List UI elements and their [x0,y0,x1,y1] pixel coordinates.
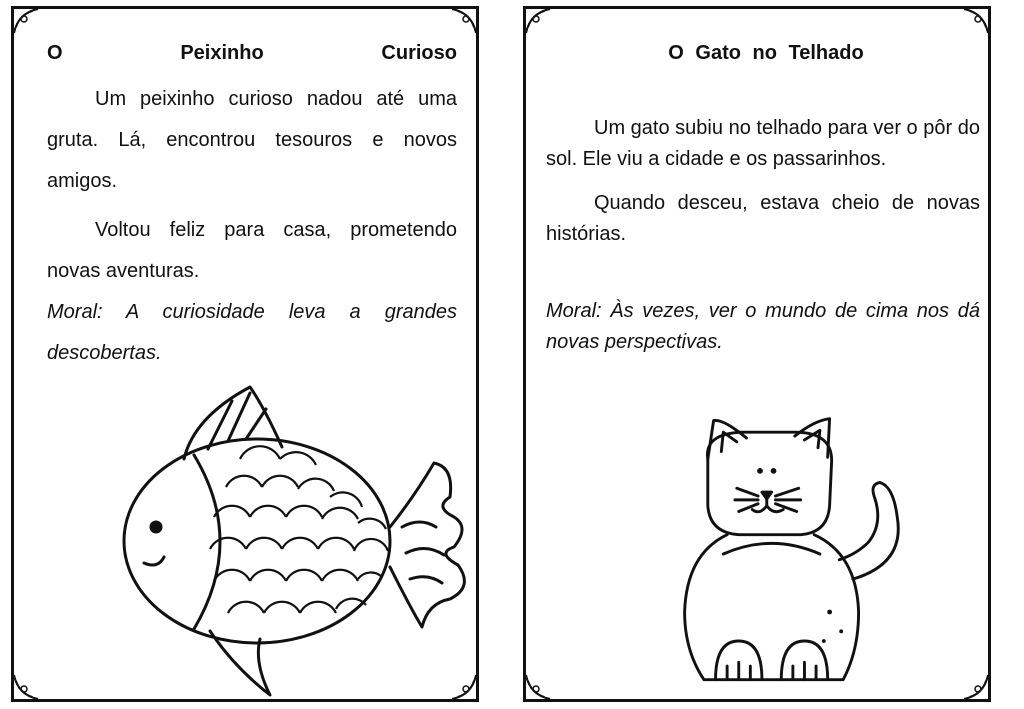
story-moral: Moral: Às vezes, ver o mundo de cima nos dá novas perspectivas. [546,300,980,353]
story-card-gato [523,6,991,702]
title-word: Curioso [381,42,457,64]
story-paragraph: Um peixinho curioso nadou até uma gruta. Lá, encontrou tesouros e novos amigos. [47,88,457,192]
story-title [47,41,457,65]
corner-ornament-icon [12,7,52,47]
title-word: O [47,42,63,64]
story-paragraph: Um gato subiu no telhado para ver o pôr do sol. Ele viu a cidade e os passarinhos. [546,117,980,170]
story-paragraph: Voltou feliz para casa, prometendo novas aventuras. [47,219,457,282]
story-moral: Moral: A curiosidade leva a grandes descobertas. [47,301,457,364]
fish-icon [14,377,482,697]
story-body [47,79,457,374]
story-paragraph: Quando desceu, estava cheio de novas histórias. [546,192,980,245]
story-card-peixinho [11,6,479,702]
cat-icon [526,409,994,699]
story-body [546,113,980,358]
story-title: O Gato no Telhado [668,42,864,64]
title-word: Peixinho [180,42,264,64]
